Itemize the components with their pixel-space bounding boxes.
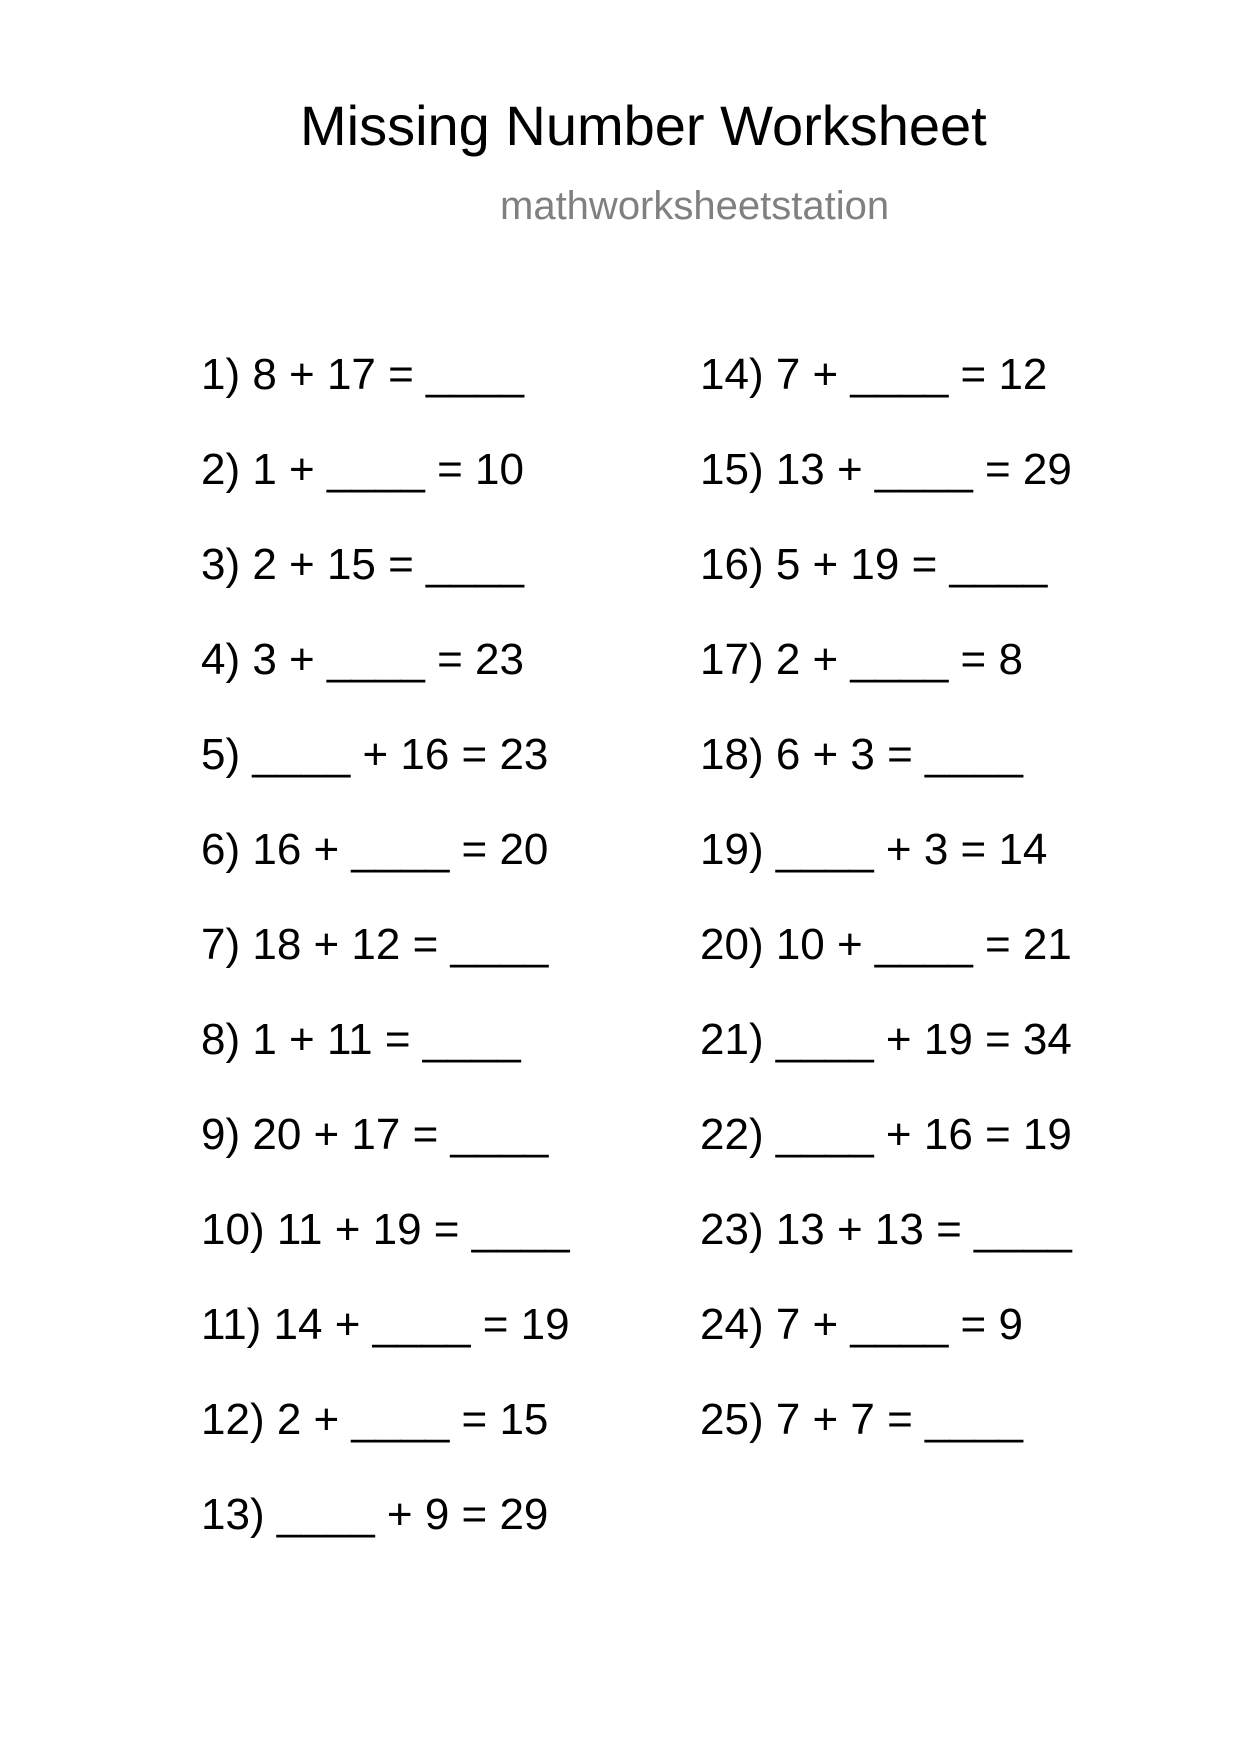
problem-9: 9) 20 + 17 = ____ <box>201 1110 549 1159</box>
problem-20: 20) 10 + ____ = 21 <box>700 920 1072 969</box>
problem-16: 16) 5 + 19 = ____ <box>700 540 1048 589</box>
problem-21: 21) ____ + 19 = 34 <box>700 1015 1072 1064</box>
problem-15: 15) 13 + ____ = 29 <box>700 445 1072 494</box>
problem-3: 3) 2 + 15 = ____ <box>201 540 524 589</box>
problem-24: 24) 7 + ____ = 9 <box>700 1300 1023 1349</box>
problem-2: 2) 1 + ____ = 10 <box>201 445 524 494</box>
problem-18: 18) 6 + 3 = ____ <box>700 730 1023 779</box>
problem-14: 14) 7 + ____ = 12 <box>700 350 1048 399</box>
problem-17: 17) 2 + ____ = 8 <box>700 635 1023 684</box>
problem-22: 22) ____ + 16 = 19 <box>700 1110 1072 1159</box>
problem-10: 10) 11 + 19 = ____ <box>201 1205 570 1254</box>
problem-5: 5) ____ + 16 = 23 <box>201 730 549 779</box>
problem-6: 6) 16 + ____ = 20 <box>201 825 549 874</box>
problems-column-left <box>201 350 570 1585</box>
problem-25: 25) 7 + 7 = ____ <box>700 1395 1023 1444</box>
worksheet-source: mathworksheetstation <box>500 184 890 228</box>
problem-23: 23) 13 + 13 = ____ <box>700 1205 1072 1254</box>
problem-8: 8) 1 + 11 = ____ <box>201 1015 521 1064</box>
worksheet-title: Missing Number Worksheet <box>300 94 987 157</box>
problem-19: 19) ____ + 3 = 14 <box>700 825 1048 874</box>
problem-12: 12) 2 + ____ = 15 <box>201 1395 549 1444</box>
problem-13: 13) ____ + 9 = 29 <box>201 1490 549 1539</box>
problem-1: 1) 8 + 17 = ____ <box>201 350 524 399</box>
problem-11: 11) 14 + ____ = 19 <box>201 1300 570 1349</box>
problem-7: 7) 18 + 12 = ____ <box>201 920 549 969</box>
problems-column-right <box>700 350 1072 1490</box>
problem-4: 4) 3 + ____ = 23 <box>201 635 524 684</box>
